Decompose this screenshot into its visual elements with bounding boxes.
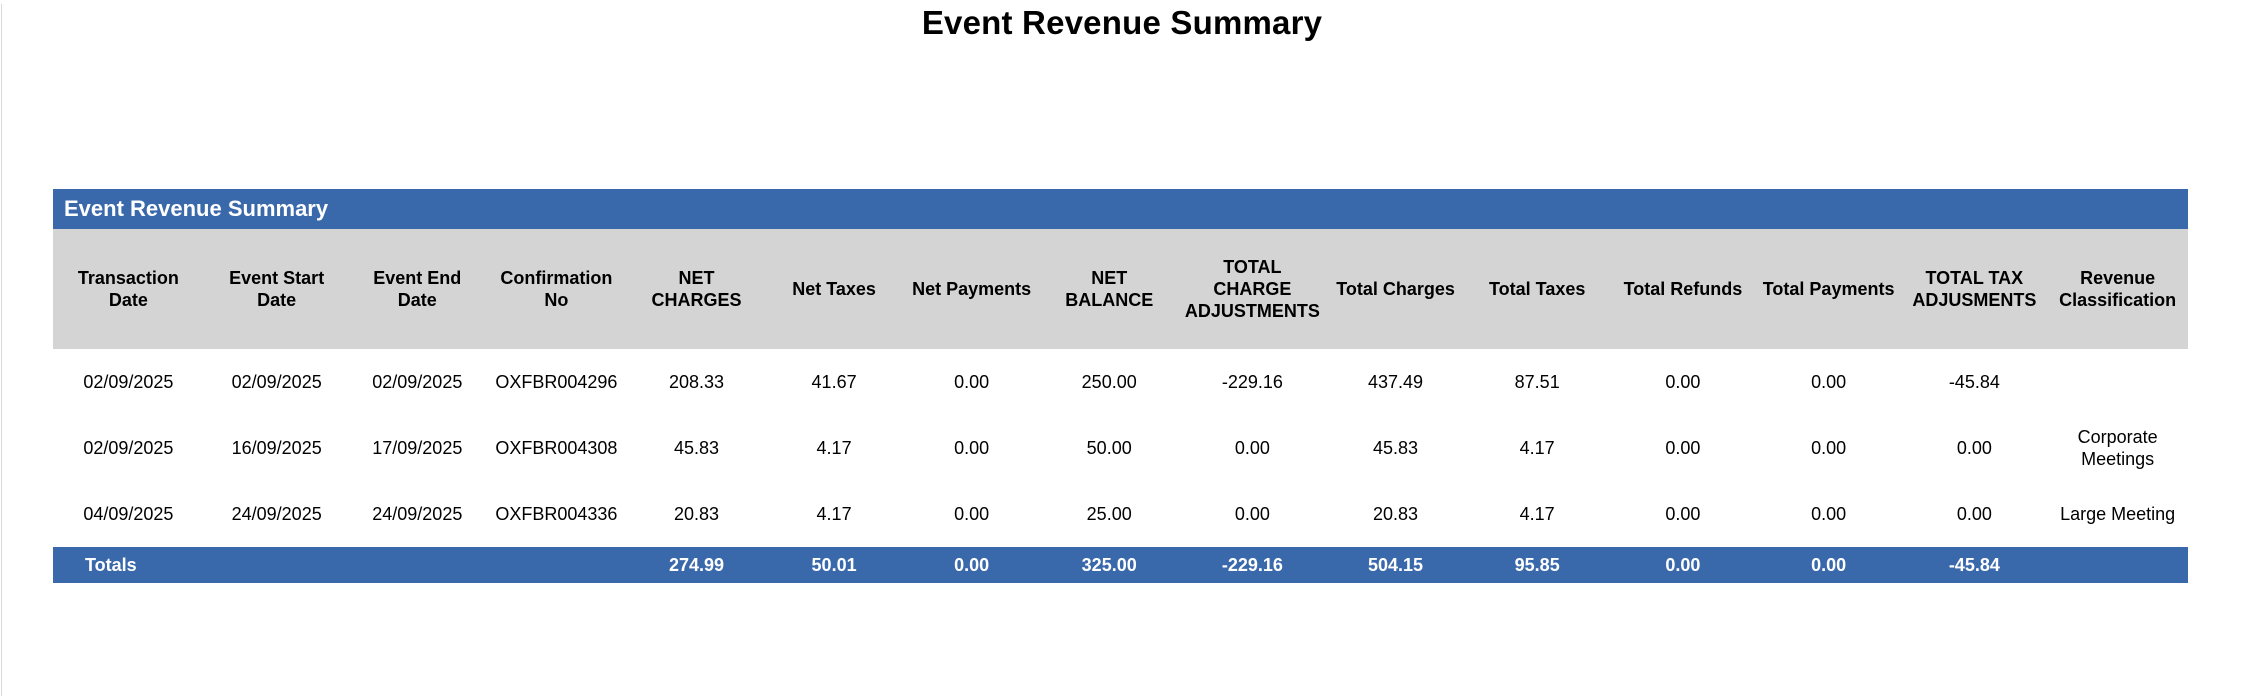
column-header-total-refunds: Total Refunds <box>1610 229 1756 349</box>
cell-total-tax-adjusments: 0.00 <box>1901 415 2047 481</box>
column-header-transaction-date: Transaction Date <box>53 229 204 349</box>
report-band-title: Event Revenue Summary <box>53 189 2188 229</box>
page-title: Event Revenue Summary <box>921 4 1323 41</box>
totals-total-payments: 0.00 <box>1756 547 1902 583</box>
table-body <box>53 349 2188 583</box>
totals-revenue-classification <box>2047 547 2188 583</box>
cell-net-charges: 20.83 <box>628 481 766 547</box>
column-header-total-charges: Total Charges <box>1327 229 1465 349</box>
cell-net-charges: 208.33 <box>628 349 766 415</box>
cell-total-tax-adjusments: -45.84 <box>1901 349 2047 415</box>
cell-net-payments: 0.00 <box>903 481 1041 547</box>
cell-total-tax-adjusments: 0.00 <box>1901 481 2047 547</box>
cell-total-charges: 45.83 <box>1327 415 1465 481</box>
cell-net-balance: 250.00 <box>1040 349 1178 415</box>
cell-net-taxes: 4.17 <box>765 415 903 481</box>
cell-net-payments: 0.00 <box>903 415 1041 481</box>
column-header-net-balance: NET BALANCE <box>1040 229 1178 349</box>
column-header-event-end-date: Event End Date <box>350 229 486 349</box>
cell-confirmation-no: OXFBR004308 <box>485 415 628 481</box>
cell-total-taxes: 4.17 <box>1464 415 1610 481</box>
cell-event-start-date: 24/09/2025 <box>204 481 350 547</box>
cell-total-charge-adjustments: 0.00 <box>1178 415 1327 481</box>
cell-net-balance: 25.00 <box>1040 481 1178 547</box>
totals-net-balance: 325.00 <box>1040 547 1178 583</box>
table-row <box>53 349 2188 415</box>
cell-event-end-date: 02/09/2025 <box>350 349 486 415</box>
cell-transaction-date: 04/09/2025 <box>53 481 204 547</box>
cell-event-start-date: 16/09/2025 <box>204 415 350 481</box>
cell-net-charges: 45.83 <box>628 415 766 481</box>
cell-net-taxes: 4.17 <box>765 481 903 547</box>
column-header-total-taxes: Total Taxes <box>1464 229 1610 349</box>
cell-total-payments: 0.00 <box>1756 349 1902 415</box>
cell-transaction-date: 02/09/2025 <box>53 349 204 415</box>
cell-total-charge-adjustments: 0.00 <box>1178 481 1327 547</box>
column-header-total-payments: Total Payments <box>1756 229 1902 349</box>
cell-confirmation-no: OXFBR004336 <box>485 481 628 547</box>
cell-transaction-date: 02/09/2025 <box>53 415 204 481</box>
cell-total-taxes: 87.51 <box>1464 349 1610 415</box>
cell-confirmation-no: OXFBR004296 <box>485 349 628 415</box>
cell-total-taxes: 4.17 <box>1464 481 1610 547</box>
column-header-net-taxes: Net Taxes <box>765 229 903 349</box>
totals-total-charges: 504.15 <box>1327 547 1465 583</box>
cell-total-refunds: 0.00 <box>1610 415 1756 481</box>
totals-total-tax-adjusments: -45.84 <box>1901 547 2047 583</box>
cell-net-taxes: 41.67 <box>765 349 903 415</box>
totals-net-charges: 274.99 <box>628 547 766 583</box>
column-header-confirmation-no: Confirmation No <box>485 229 628 349</box>
cell-net-payments: 0.00 <box>903 349 1041 415</box>
cell-total-charges: 437.49 <box>1327 349 1465 415</box>
column-header-net-payments: Net Payments <box>903 229 1041 349</box>
column-header-total-charge-adjustments: TOTAL CHARGE ADJUSTMENTS <box>1178 229 1327 349</box>
column-header-event-start-date: Event Start Date <box>204 229 350 349</box>
column-header-total-tax-adjusments: TOTAL TAX ADJUSMENTS <box>1901 229 2047 349</box>
totals-total-refunds: 0.00 <box>1610 547 1756 583</box>
cell-total-refunds: 0.00 <box>1610 481 1756 547</box>
column-header-net-charges: NET CHARGES <box>628 229 766 349</box>
column-header-revenue-classification: Revenue Classification <box>2047 229 2188 349</box>
cell-total-payments: 0.00 <box>1756 481 1902 547</box>
cell-total-payments: 0.00 <box>1756 415 1902 481</box>
table-row <box>53 481 2188 547</box>
page-left-rule <box>1 4 2 696</box>
cell-revenue-classification: Large Meeting <box>2047 481 2188 547</box>
totals-event-end-date <box>350 547 486 583</box>
cell-event-end-date: 24/09/2025 <box>350 481 486 547</box>
report-container <box>53 189 2188 583</box>
totals-total-charge-adjustments: -229.16 <box>1178 547 1327 583</box>
totals-label: Totals <box>53 547 204 583</box>
cell-total-refunds: 0.00 <box>1610 349 1756 415</box>
totals-event-start-date <box>204 547 350 583</box>
cell-net-balance: 50.00 <box>1040 415 1178 481</box>
cell-revenue-classification: Corporate Meetings <box>2047 415 2188 481</box>
totals-total-taxes: 95.85 <box>1464 547 1610 583</box>
table-header-row <box>53 229 2188 349</box>
totals-confirmation-no <box>485 547 628 583</box>
cell-revenue-classification <box>2047 349 2188 415</box>
event-revenue-table <box>53 229 2188 583</box>
table-row <box>53 415 2188 481</box>
cell-total-charges: 20.83 <box>1327 481 1465 547</box>
cell-total-charge-adjustments: -229.16 <box>1178 349 1327 415</box>
totals-row <box>53 547 2188 583</box>
cell-event-end-date: 17/09/2025 <box>350 415 486 481</box>
totals-net-payments: 0.00 <box>903 547 1041 583</box>
totals-net-taxes: 50.01 <box>765 547 903 583</box>
cell-event-start-date: 02/09/2025 <box>204 349 350 415</box>
table-header <box>53 229 2188 349</box>
